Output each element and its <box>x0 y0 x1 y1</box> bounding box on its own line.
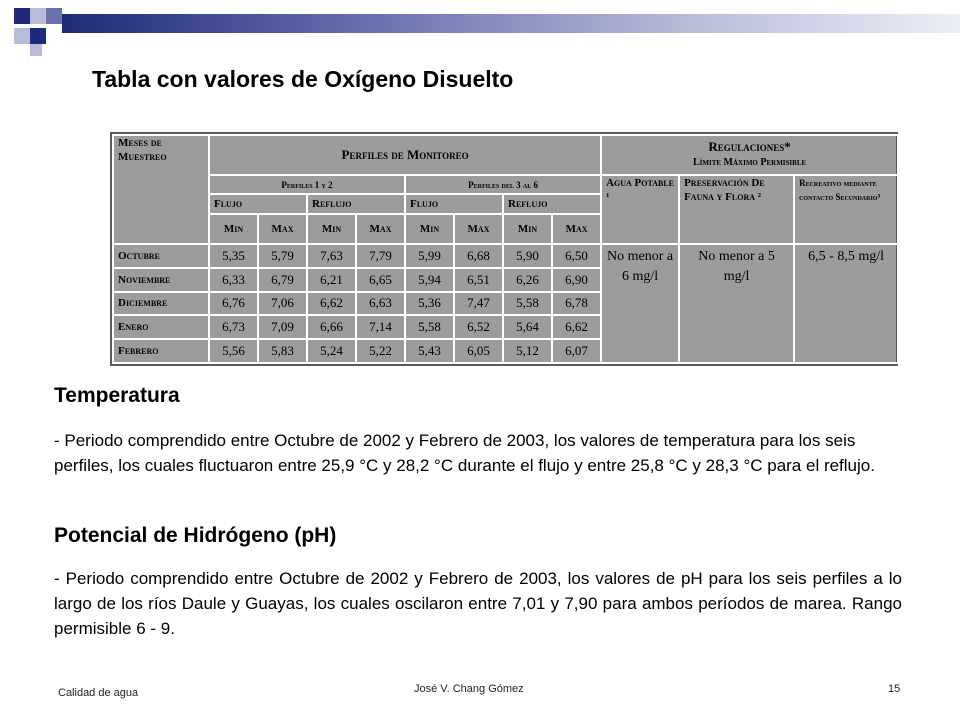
page-number: 15 <box>888 683 901 695</box>
cell-value: 6,68 <box>454 244 503 268</box>
cell-value: 6,62 <box>552 315 601 339</box>
cell-value: 5,24 <box>307 339 356 363</box>
reg-fauna-flora: No menor a 5 mg/l <box>679 244 794 363</box>
cell-value: 6,52 <box>454 315 503 339</box>
header-regulaciones <box>601 135 898 175</box>
header-max: Max <box>552 214 601 244</box>
header-min: Min <box>405 214 454 244</box>
cell-value: 5,35 <box>209 244 258 268</box>
oxygen-table-image <box>110 132 898 366</box>
corner-square <box>46 8 62 24</box>
cell-value: 6,78 <box>552 292 601 316</box>
cell-value: 7,47 <box>454 292 503 316</box>
cell-value: 7,79 <box>356 244 405 268</box>
cell-value: 6,66 <box>307 315 356 339</box>
cell-value: 5,79 <box>258 244 307 268</box>
cell-value: 5,90 <box>503 244 552 268</box>
cell-value: 5,94 <box>405 268 454 292</box>
cell-value: 7,09 <box>258 315 307 339</box>
cell-value: 6,65 <box>356 268 405 292</box>
header-perfiles-3-6: Perfiles del 3 al 6 <box>405 175 601 194</box>
row-month: Diciembre <box>113 292 209 316</box>
header-meses: Meses de Muestreo <box>113 135 209 244</box>
header-reflujo: Reflujo <box>503 194 601 214</box>
header-preservacion: Preservación De Fauna y Flora ² <box>679 175 794 244</box>
header-limite: Límite Máximo Permisible <box>692 157 807 168</box>
corner-square <box>30 8 46 24</box>
cell-value: 6,05 <box>454 339 503 363</box>
header-perfiles: Perfiles de Monitoreo <box>209 135 601 175</box>
row-month: Febrero <box>113 339 209 363</box>
temperatura-text: - Periodo comprendido entre Octubre de 2002 y Febrero de 2003, los valores de temperatura para los seis perfiles, los cuales fluctuaron entre 25,9 °C y 28,2 °C durante el flujo y entre 25,8 °C y 28,3 °C para el reflujo. <box>54 431 875 475</box>
header-flujo: Flujo <box>405 194 503 214</box>
cell-value: 6,33 <box>209 268 258 292</box>
cell-value: 6,07 <box>552 339 601 363</box>
header-flujo: Flujo <box>209 194 307 214</box>
cell-value: 5,83 <box>258 339 307 363</box>
header-min: Min <box>307 214 356 244</box>
header-min: Min <box>209 214 258 244</box>
ph-heading: Potencial de Hidrógeno (pH) <box>54 524 337 547</box>
cell-value: 6,90 <box>552 268 601 292</box>
header-perfiles-1-2: Perfiles 1 y 2 <box>209 175 405 194</box>
corner-square <box>14 8 30 24</box>
cell-value: 6,63 <box>356 292 405 316</box>
footer-left: Calidad de agua <box>58 687 139 699</box>
header-agua-potable: Agua Potable ¹ <box>601 175 679 244</box>
cell-value: 6,21 <box>307 268 356 292</box>
ph-text: - Periodo comprendido entre Octubre de 2002 y Febrero de 2003, los valores de pH para los seis perfiles a lo largo de los ríos Daule y Guayas, los cuales oscilaron entre 7,01 y 7,90 para ambos períodos de marea. Rango permisible 6 - 9. <box>54 569 902 638</box>
cell-value: 7,06 <box>258 292 307 316</box>
cell-value: 5,43 <box>405 339 454 363</box>
reg-agua-potable: No menor a 6 mg/l <box>601 244 679 363</box>
header-recreativo: Recreativo mediante contacto Secundario³ <box>794 175 898 244</box>
cell-value: 7,63 <box>307 244 356 268</box>
cell-value: 5,36 <box>405 292 454 316</box>
oxygen-table <box>112 134 899 364</box>
table-row <box>113 244 898 268</box>
header-max: Max <box>356 214 405 244</box>
header-bar <box>62 14 960 33</box>
corner-square <box>14 28 30 44</box>
cell-value: 5,58 <box>405 315 454 339</box>
corner-square <box>30 44 42 56</box>
cell-value: 5,58 <box>503 292 552 316</box>
header-max: Max <box>454 214 503 244</box>
cell-value: 6,50 <box>552 244 601 268</box>
cell-value: 5,12 <box>503 339 552 363</box>
corner-square <box>30 28 46 44</box>
footer-author: José V. Chang Gómez <box>414 683 524 695</box>
row-month: Octubre <box>113 244 209 268</box>
reg-recreativo: 6,5 - 8,5 mg/l <box>794 244 898 363</box>
slide-title: Tabla con valores de Oxígeno Disuelto <box>92 66 514 92</box>
header-min: Min <box>503 214 552 244</box>
cell-value: 5,99 <box>405 244 454 268</box>
header-max: Max <box>258 214 307 244</box>
cell-value: 5,64 <box>503 315 552 339</box>
row-month: Enero <box>113 315 209 339</box>
cell-value: 6,26 <box>503 268 552 292</box>
row-month: Noviembre <box>113 268 209 292</box>
header-reflujo: Reflujo <box>307 194 405 214</box>
cell-value: 6,73 <box>209 315 258 339</box>
temperatura-heading: Temperatura <box>54 384 180 407</box>
cell-value: 6,79 <box>258 268 307 292</box>
cell-value: 6,51 <box>454 268 503 292</box>
cell-value: 6,62 <box>307 292 356 316</box>
cell-value: 5,56 <box>209 339 258 363</box>
cell-value: 7,14 <box>356 315 405 339</box>
cell-value: 5,22 <box>356 339 405 363</box>
cell-value: 6,76 <box>209 292 258 316</box>
header-regulaciones-text: Regulaciones* <box>708 139 791 154</box>
